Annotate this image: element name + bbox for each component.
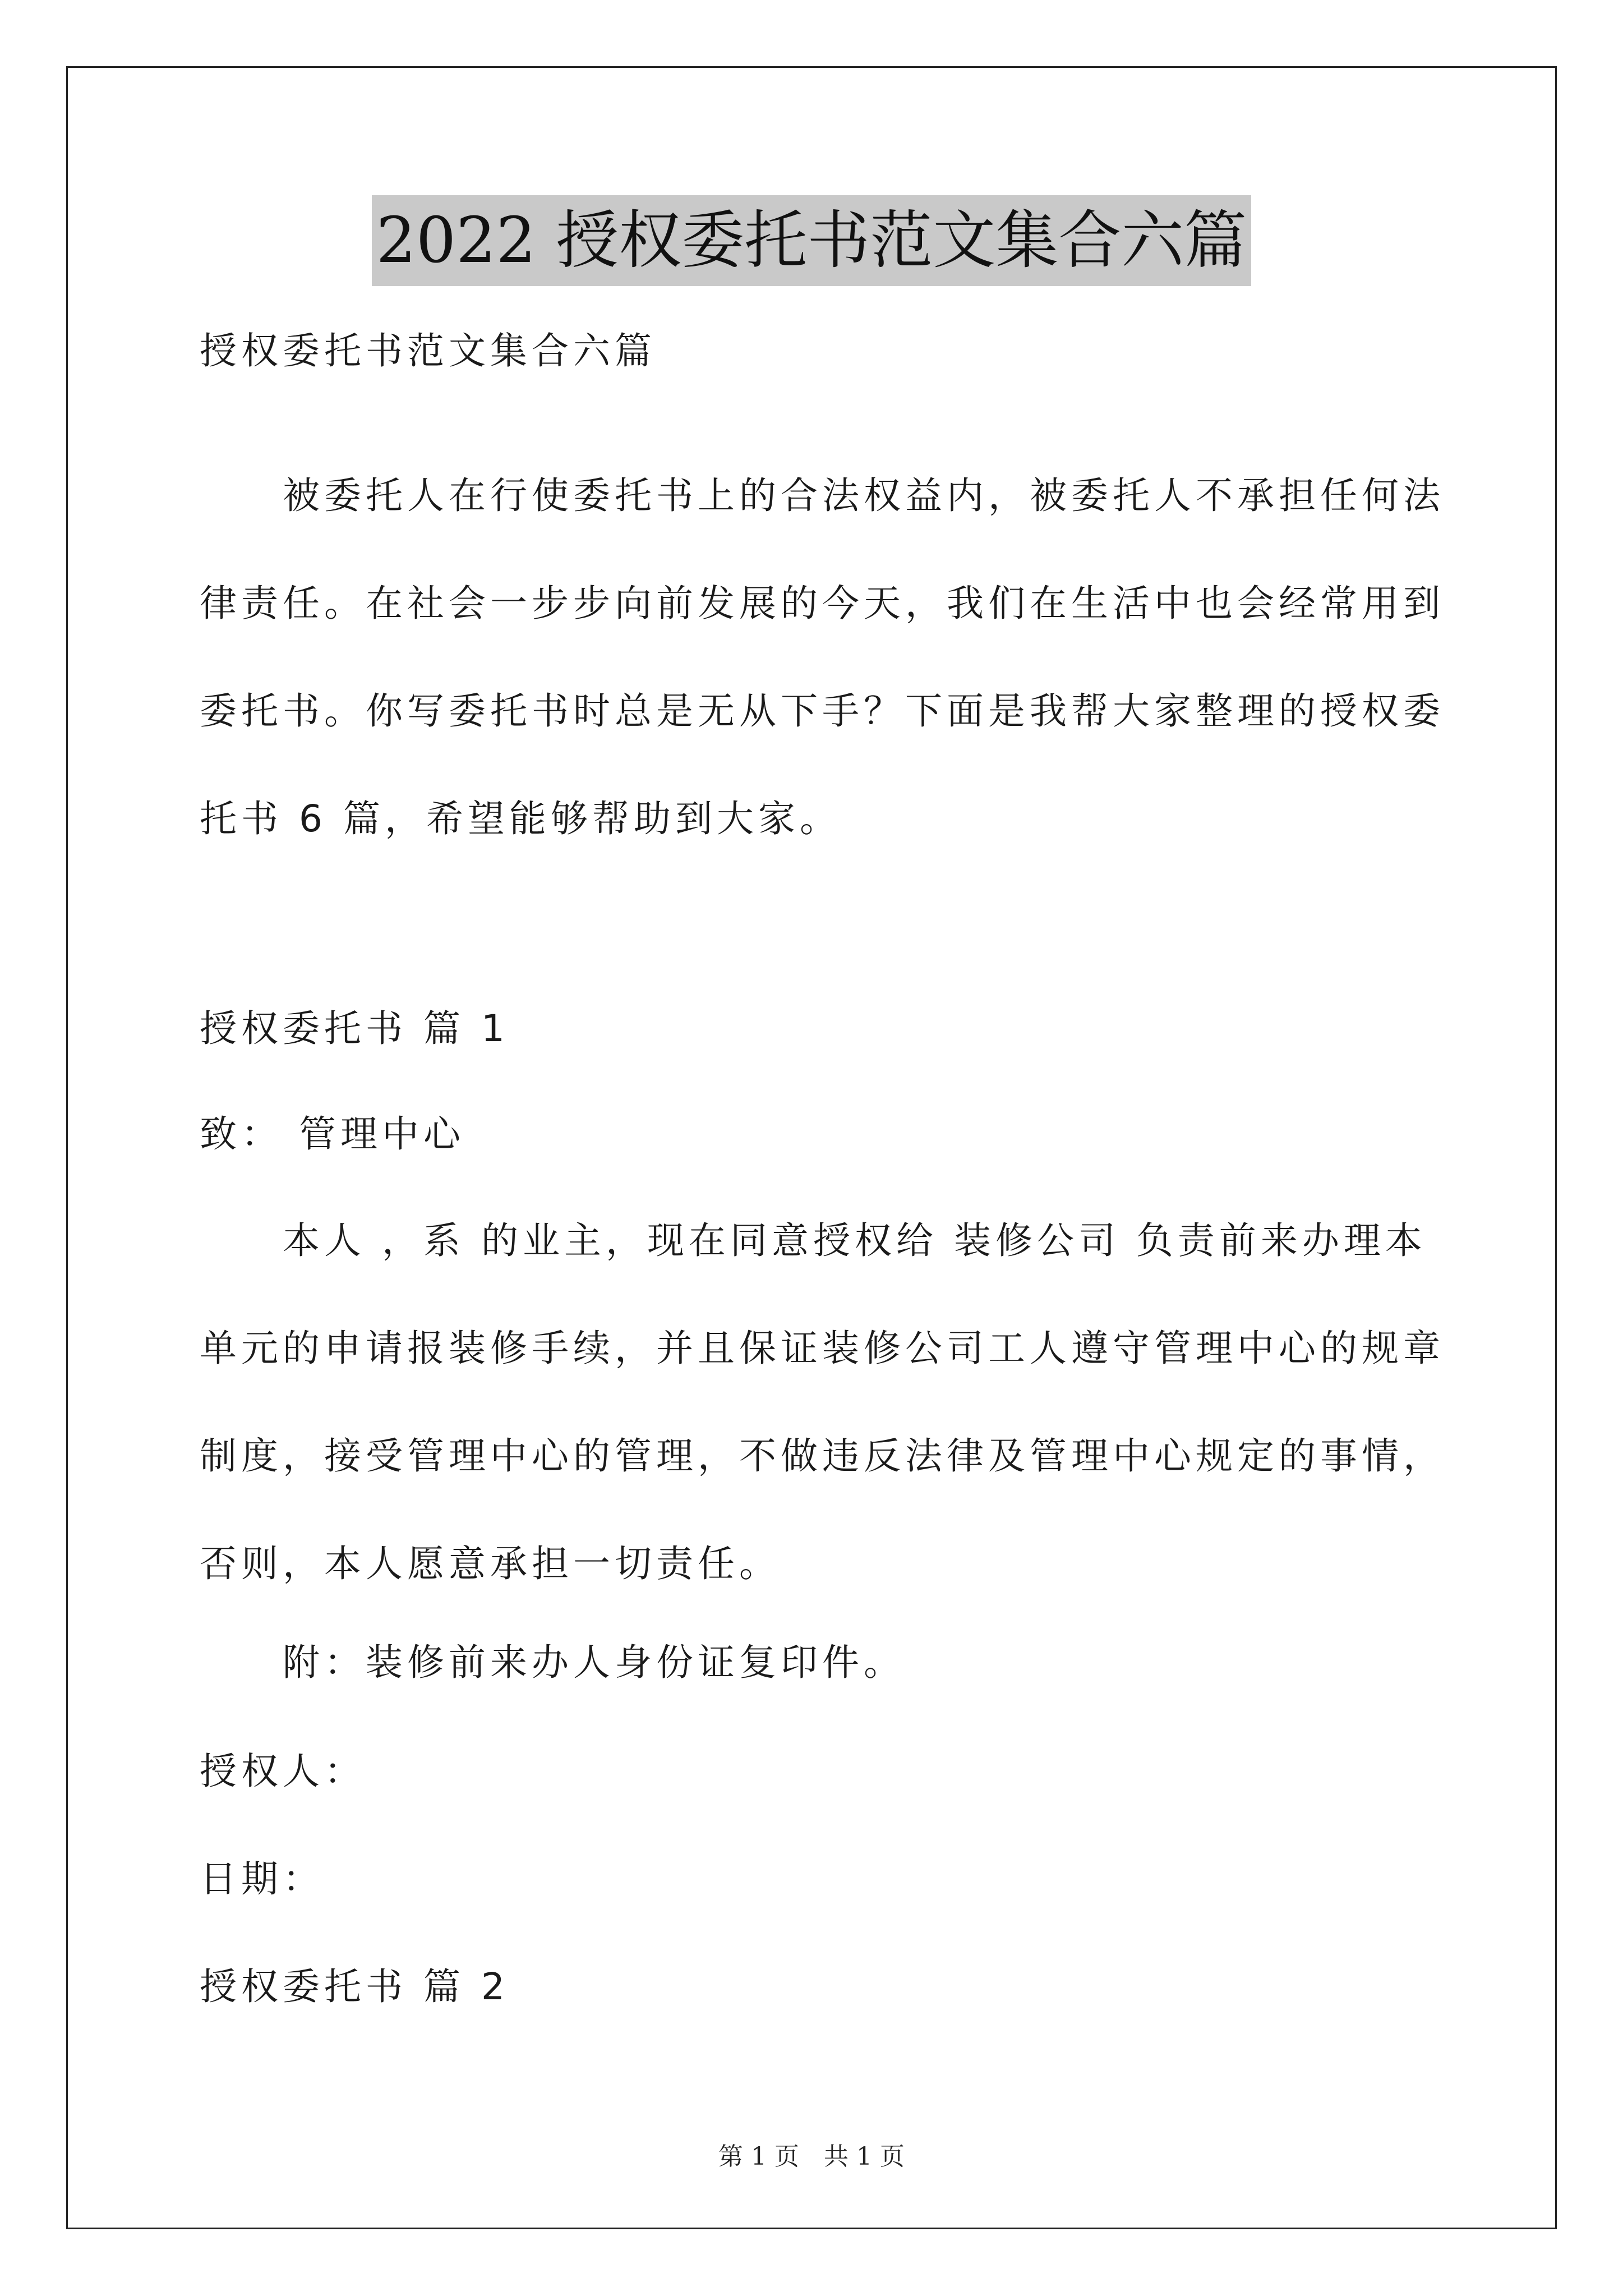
paragraph-line: 委托书。你写委托书时总是无从下手？下面是我帮大家整理的授权委 [200,689,1445,733]
document-title: 2022 授权委托书范文集合六篇 [372,195,1252,286]
addressee-line: 致： 管理中心 [200,1112,465,1156]
page-footer: 第 1 页 共 1 页 [718,2142,905,2171]
paragraph-line: 否则，本人愿意承担一切责任。 [200,1542,781,1585]
date-label: 日期： [200,1857,324,1901]
paragraph-line: 律责任。在社会一步步向前发展的今天，我们在生活中也会经常用到 [200,582,1445,625]
paragraph-line: 托书 6 篇，希望能够帮助到大家。 [200,797,841,840]
paragraph-line: 本人 ，系 的业主，现在同意授权给 装修公司 负责前来办理本 [283,1219,1427,1262]
title-container [0,195,1623,286]
authorizer-label: 授权人： [200,1750,366,1793]
section-2-heading: 授权委托书 篇 2 [200,1965,509,2008]
paragraph-line: 单元的申请报装修手续，并且保证装修公司工人遵守管理中心的规章 [200,1327,1445,1370]
body-paragraph [200,1187,1445,1618]
section-1-heading: 授权委托书 篇 1 [200,1007,509,1050]
paragraph-line: 制度，接受管理中心的管理，不做违反法律及管理中心规定的事情， [200,1434,1445,1478]
document-subtitle: 授权委托书范文集合六篇 [200,329,656,372]
intro-paragraph [200,442,1445,873]
attachment-note: 附：装修前来办人身份证复印件。 [283,1641,905,1684]
paragraph-line: 被委托人在行使委托书上的合法权益内，被委托人不承担任何法 [283,474,1445,517]
